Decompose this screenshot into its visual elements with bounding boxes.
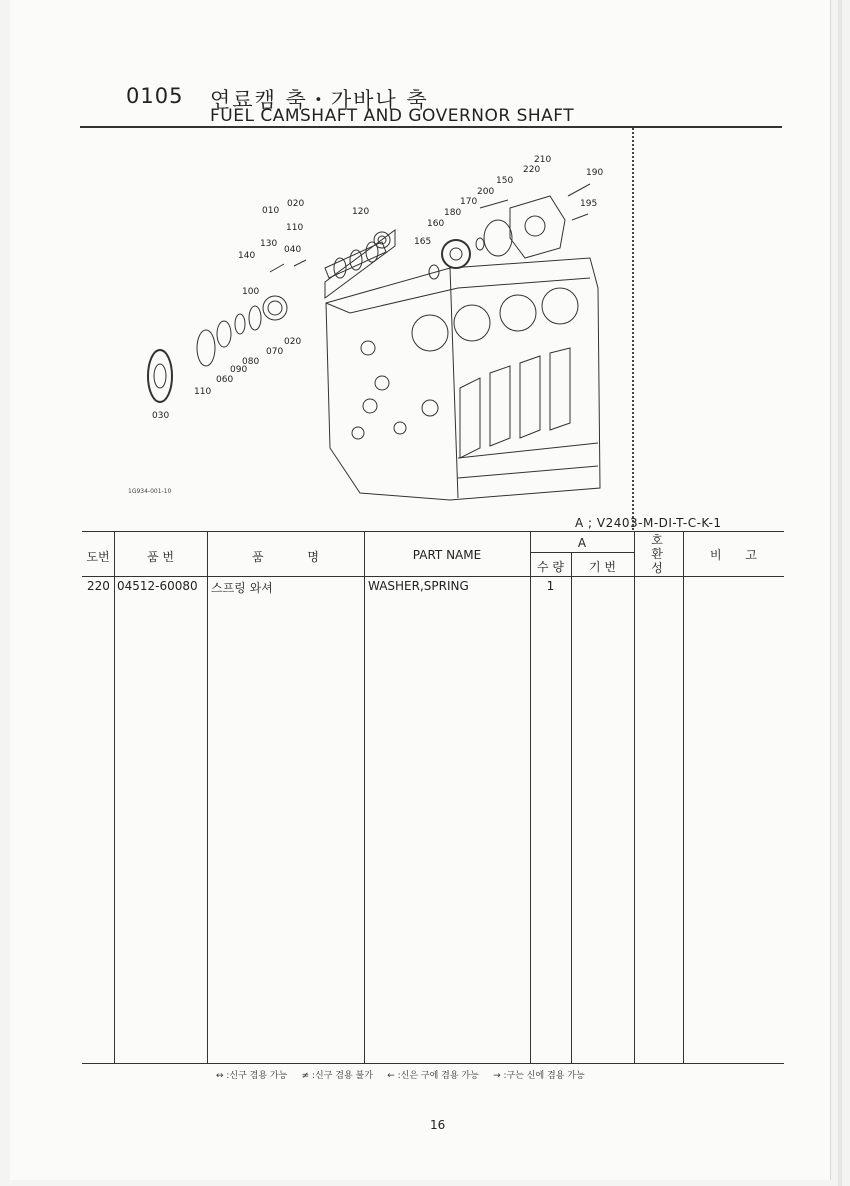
row-part-name-ko: 스프링 와셔 <box>211 581 273 595</box>
svg-text:060: 060 <box>216 375 234 385</box>
header-remarks: 비 고 <box>710 548 757 562</box>
svg-text:195: 195 <box>580 199 598 209</box>
svg-text:020: 020 <box>284 337 302 347</box>
row-part-no: 04512-60080 <box>117 579 198 593</box>
interchangeability-legend: ↔ :신구 겸용 가능 ≠ :신구 겸용 불가 ← :신은 구에 겸용 가능 → :구는 신에 겸용 가능 <box>216 1071 585 1081</box>
svg-text:140: 140 <box>238 251 256 261</box>
section-code: 0105 <box>126 84 184 108</box>
svg-text:120: 120 <box>352 207 370 217</box>
header-qty: 수 량 <box>537 560 564 574</box>
svg-text:130: 130 <box>260 239 278 249</box>
svg-text:210: 210 <box>534 155 552 165</box>
engine-block <box>326 258 600 500</box>
header-interchange: 호환성 <box>651 533 663 575</box>
svg-text:200: 200 <box>477 187 495 197</box>
svg-text:110: 110 <box>194 387 212 397</box>
column-divider-dotted <box>632 128 634 530</box>
svg-text:180: 180 <box>444 208 462 218</box>
header-group-a: A <box>577 536 587 550</box>
svg-text:170: 170 <box>460 197 478 207</box>
table-bottom-rule <box>82 1063 784 1064</box>
title-rule <box>80 126 782 128</box>
svg-text:090: 090 <box>230 365 248 375</box>
page-number: 16 <box>430 1118 446 1132</box>
section-title-korean: 연료캠 축・가바나 축 <box>210 88 429 112</box>
header-ref-no: 도번 <box>86 550 110 564</box>
header-base: 기 번 <box>589 560 616 574</box>
svg-text:220: 220 <box>523 165 541 175</box>
svg-text:165: 165 <box>414 237 432 247</box>
header-part-no: 품 번 <box>147 550 174 564</box>
table-header-rule <box>82 576 784 577</box>
svg-text:190: 190 <box>586 168 604 178</box>
svg-text:010: 010 <box>262 206 280 216</box>
model-applicability-note: A ; V2403-M-DI-T-C-K-1 <box>575 516 722 530</box>
svg-text:080: 080 <box>242 357 260 367</box>
row-qty: 1 <box>546 579 555 593</box>
svg-text:150: 150 <box>496 176 514 186</box>
page-edge <box>838 0 842 1186</box>
exploded-parts-diagram <box>120 148 620 508</box>
table-top-rule <box>82 531 784 532</box>
svg-text:030: 030 <box>152 411 170 421</box>
svg-text:160: 160 <box>427 219 445 229</box>
header-part-name-ko: 품 명 <box>252 550 319 564</box>
header-part-name-en: PART NAME <box>412 548 482 562</box>
svg-text:100: 100 <box>242 287 260 297</box>
svg-text:020: 020 <box>287 199 305 209</box>
svg-text:110: 110 <box>286 223 304 233</box>
row-ref-no: 220 <box>87 579 110 593</box>
figure-reference-code: 1G934-001-10 <box>128 488 172 495</box>
svg-text:040: 040 <box>284 245 302 255</box>
section-title-english: FUEL CAMSHAFT AND GOVERNOR SHAFT <box>210 106 575 126</box>
svg-text:070: 070 <box>266 347 284 357</box>
row-part-name-en: WASHER,SPRING <box>368 579 469 593</box>
